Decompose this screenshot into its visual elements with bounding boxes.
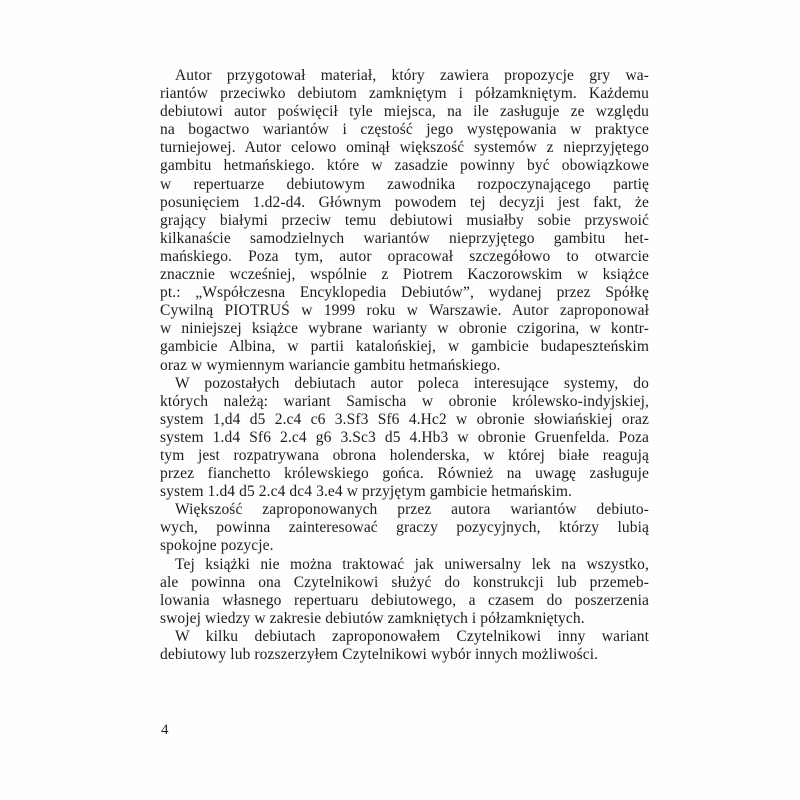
text-line: Cywilną PIOTRUŚ w 1999 roku w Warszawie. Autor zaproponował [160, 302, 649, 320]
text-line: mańskiego. Poza tym, autor opracował szczegółowo to otwarcie [160, 247, 649, 265]
text-line: w repertuarze debiutowym zawodnika rozpoczynającego partię [160, 175, 649, 193]
text-line: w niniejszej książce wybrane warianty w obronie czigorina, w kontr- [160, 320, 649, 338]
text-line: W kilku debiutach zaproponowałem Czytelnikowi inny wariant [175, 627, 649, 645]
text-line: debiutowi autor poświęcił tyle miejsca, na ile zasługuje ze względu [160, 103, 649, 121]
text-line: na bogactwo wariantów i częstość jego występowania w praktyce [160, 121, 649, 139]
text-line: swojej wiedzy w zakresie debiutów zamkniętych i półzamkniętych. [160, 609, 585, 627]
text-line: gambicie Albina, w partii katalońskiej, w gambicie budapeszteńskim [160, 338, 649, 356]
text-line: riantów przeciwko debiutom zamkniętym i półzamkniętym. Każdemu [160, 85, 649, 103]
text-line: system 1,d4 d5 2.c4 c6 3.Sf3 Sf6 4.Hc2 w obronie słowiańskiej oraz [160, 410, 649, 428]
text-line: posunięciem 1.d2-d4. Głównym powodem tej decyzji jest fakt, że [160, 193, 649, 211]
text-line: debiutowy lub rozszerzyłem Czytelnikowi wybór innych możliwości. [160, 646, 599, 663]
text-line: wych, powinna zainteresować graczy pozycyjnych, którzy lubią [160, 519, 649, 537]
text-line: przez fianchetto królewskiego gońca. Również na uwagę zasługuje [160, 465, 649, 483]
paragraph [160, 375, 649, 502]
text-line: Tej książki nie można traktować jak uniwersalny lek na wszystko, [175, 555, 649, 573]
text-line: Autor przygotował materiał, który zawiera propozycje gry wa- [175, 67, 649, 84]
text-line: system 1.d4 Sf6 2.c4 g6 3.Sc3 d5 4.Hb3 w obronie Gruenfelda. Poza [160, 428, 649, 446]
text-line: W pozostałych debiutach autor poleca interesujące systemy, do [175, 374, 649, 392]
text-line: ale powinna ona Czytelnikowi służyć do konstrukcji lub przemeb- [160, 573, 649, 591]
text-line: Większość zaproponowanych przez autora wariantów debiuto- [175, 501, 649, 519]
text-line: kilkanaście samodzielnych wariantów nieprzyjętego gambitu het- [160, 229, 649, 247]
text-line: pt.: „Współczesna Encyklopedia Debiutów”, wydanej przez Spółkę [160, 284, 649, 302]
text-line: gambitu hetmańskiego. które w zasadzie powinny być obowiązkowe [160, 157, 649, 175]
text-line: system 1.d4 d5 2.c4 dc4 3.e4 w przyjętym gambicie hetmańskim. [160, 483, 573, 501]
text-line: znacznie wcześniej, wspólnie z Piotrem Kaczorowskim w książce [160, 266, 649, 284]
page-number: 4 [161, 722, 169, 738]
text-line: których należą: wariant Samischa w obronie królewsko-indyjskiej, [160, 392, 649, 410]
paragraph [160, 556, 649, 628]
text-line: oraz w wymiennym wariancie gambitu hetmańskiego. [160, 356, 501, 374]
text-line: turniejowej. Autor celowo ominął większość systemów z nieprzyjętego [160, 139, 649, 157]
text-line: grający białymi przeciw temu debiutowi musiałby sobie przyswoić [160, 211, 649, 229]
paragraph [160, 501, 649, 555]
text-line: lowania własnego repertuaru debiutowego, a czasem do poszerzenia [160, 591, 649, 609]
paragraph [160, 67, 649, 375]
paragraph [160, 628, 649, 664]
text-line: tym jest rozpatrywana obrona holenderska, w której białe reagują [160, 446, 649, 464]
text-line: spokojne pozycje. [160, 537, 274, 555]
page-text [160, 67, 649, 664]
